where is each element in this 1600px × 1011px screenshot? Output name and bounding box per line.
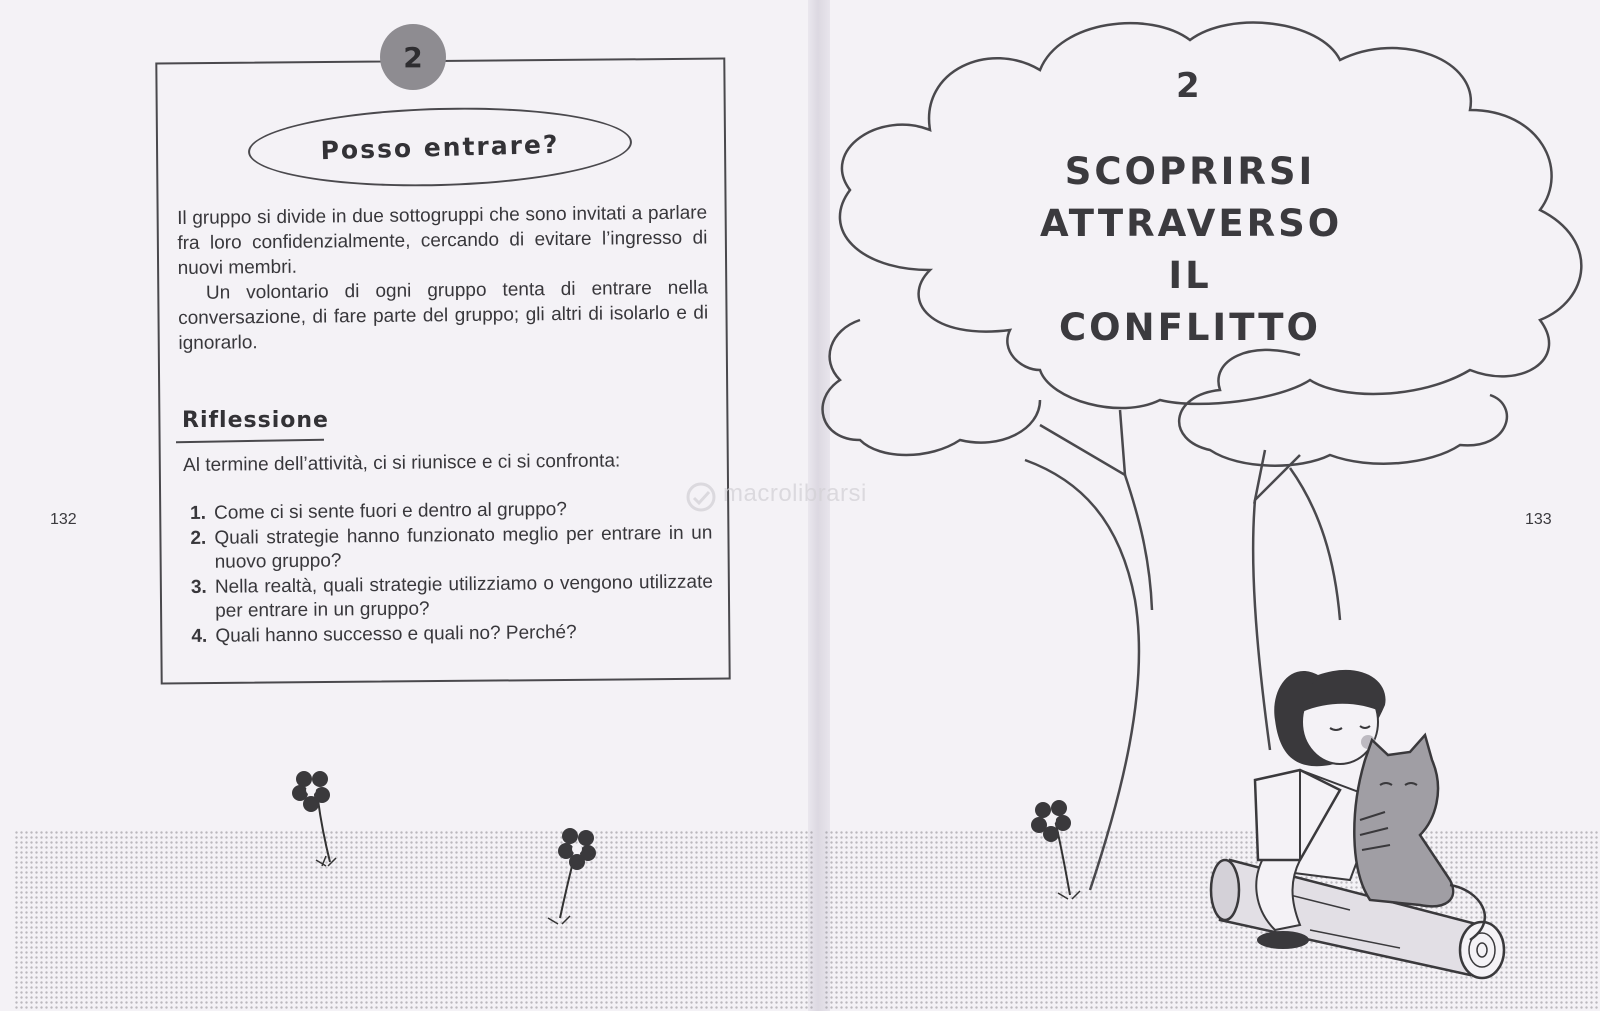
watermark-logo-icon [685,481,717,513]
chapter-title [1040,146,1343,354]
flower-icon [548,828,596,924]
paragraph: Un volontario di ogni gruppo tenta di entrare nella conversazione, di fare parte del gruppo; gli altri di isolarlo e di ignorarlo. [178,277,709,354]
page-number-left: 132 [50,511,77,528]
watermark [685,478,935,524]
chapter-title-line: SCOPRIRSI [1064,150,1316,193]
log [1211,860,1504,978]
item-text: Nella realtà, quali strategie utilizziamo o vengono utilizzate per entrare in un gruppo? [214,571,713,622]
watermark-brand: macrolibrarsi [723,480,867,507]
reflection-intro: Al termine dell’attività, ci si riunisce e ci si confronta: [183,450,621,476]
item-text: Quali hanno successo e quali no? Perché? [215,621,577,647]
chapter-number: 2 [1176,66,1200,106]
paragraph: Il gruppo si divide in due sottogruppi che sono invitati a parlare fra loro confidenzialmente, cercando di evitare l’ingresso di nuovi membri. [177,202,708,279]
activity-number-badge: 2 [380,24,446,90]
flower-icon [1031,800,1080,899]
item-text: Quali strategie hanno funzionato meglio per entrare in un nuovo gruppo? [214,522,713,573]
item-number: 2. [190,527,207,549]
item-number: 3. [190,576,207,598]
item-number: 4. [191,625,208,647]
item-number: 1. [190,502,207,524]
item-text: Come ci si sente fuori e dentro al gruppo? [214,499,567,524]
flower-icon [292,771,336,866]
chapter-title-line: ATTRAVERSO [1040,202,1343,245]
page-number-right: 133 [1525,511,1552,528]
chapter-title-line: IL CONFLITTO [1059,254,1321,349]
activity-title: Posso entrare? [320,129,560,165]
section-heading-riflessione: Riflessione [182,408,329,433]
